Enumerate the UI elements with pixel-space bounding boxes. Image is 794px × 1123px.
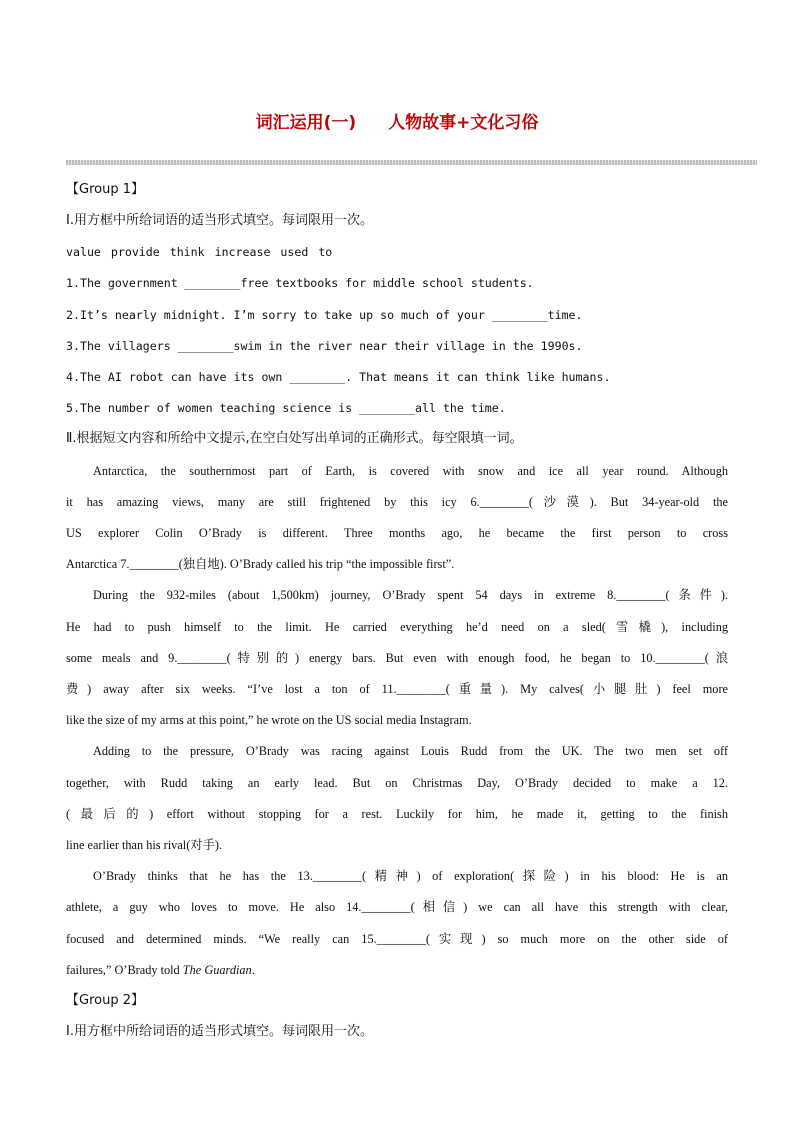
passage-last-line (66, 960, 728, 980)
source-title: The Guardian (182, 963, 252, 977)
title-divider (66, 160, 757, 165)
group-1-label: 【Group 1】 (66, 182, 144, 197)
exercise-item-5: 5.The number of women teaching science is ________all the time. (66, 401, 506, 415)
passage-line: Antarctica 7.________(独自地). O’Brady called his trip “the impossible first”. (66, 557, 455, 571)
last-line-prefix: failures,” O’Brady told (66, 963, 183, 977)
passage-line: like the size of my arms at this point,” he wrote on the US social media Instagram. (66, 713, 472, 727)
passage-line: athlete, a guy who loves to move. He also 14.________(相信) we can all have this strength with clear, (66, 900, 728, 914)
title-part-1: 词汇运用(一) (255, 113, 357, 133)
group-2-label: 【Group 2】 (66, 993, 144, 1008)
word-bank: value provide think increase used to (66, 245, 333, 259)
group-1-section-2-instruction: Ⅱ.根据短文内容和所给中文提示,在空白处写出单词的正确形式。每空限填一词。 (66, 431, 523, 446)
passage-line: it has amazing views, many are still frightened by this icy 6.________(沙漠). But 34-year-old the (66, 495, 728, 509)
passage-line: Adding to the pressure, O’Brady was racing against Louis Rudd from the UK. The two men set off (93, 744, 728, 758)
passage-line: 费) away after six weeks. “I’ve lost a ton of 11.________(重量). My calves(小腿肚) feel more (66, 682, 728, 696)
exercise-item-2: 2.It’s nearly midnight. I’m sorry to take up so much of your ________time. (66, 308, 583, 322)
exercise-item-4: 4.The AI robot can have its own ________. That means it can think like humans. (66, 370, 611, 384)
exercise-item-1: 1.The government ________free textbooks for middle school students. (66, 276, 534, 290)
passage-line: US explorer Colin O’Brady is different. Three months ago, he became the first person to cross (66, 526, 728, 540)
passage-line: together, with Rudd taking an early lead. But on Christmas Day, O’Brady decided to make a 12. (66, 776, 728, 790)
passage-line: focused and determined minds. “We really can 15.________(实现) so much more on the other side of (66, 932, 728, 946)
passage-line: Antarctica, the southernmost part of Earth, is covered with snow and ice all year round. Although (93, 464, 728, 478)
passage-line: line earlier than his rival(对手). (66, 838, 223, 852)
passage-line: During the 932-miles (about 1,500km) journey, O’Brady spent 54 days in extreme 8.________(条件). (93, 588, 728, 602)
passage-line: O’Brady thinks that he has the 13.________(精神) of exploration(探险) in his blood: He is an (93, 869, 728, 883)
group-1-section-1-instruction: Ⅰ.用方框中所给词语的适当形式填空。每词限用一次。 (66, 213, 373, 228)
exercise-item-3: 3.The villagers ________swim in the river near their village in the 1990s. (66, 339, 583, 353)
passage-line: some meals and 9.________(特别的) energy bars. But even with enough food, he began to 10.________(浪 (66, 651, 728, 665)
page-title (0, 108, 794, 133)
last-line-suffix: . (251, 963, 255, 977)
passage-line: He had to push himself to the limit. He carried everything he’d need on a sled(雪橇), including (66, 620, 728, 634)
group-2-section-1-instruction: Ⅰ.用方框中所给词语的适当形式填空。每词限用一次。 (66, 1024, 373, 1039)
passage-line: (最后的) effort without stopping for a rest. Luckily for him, he made it, getting to the finish (66, 807, 728, 821)
title-part-2: 人物故事+文化习俗 (388, 113, 539, 133)
